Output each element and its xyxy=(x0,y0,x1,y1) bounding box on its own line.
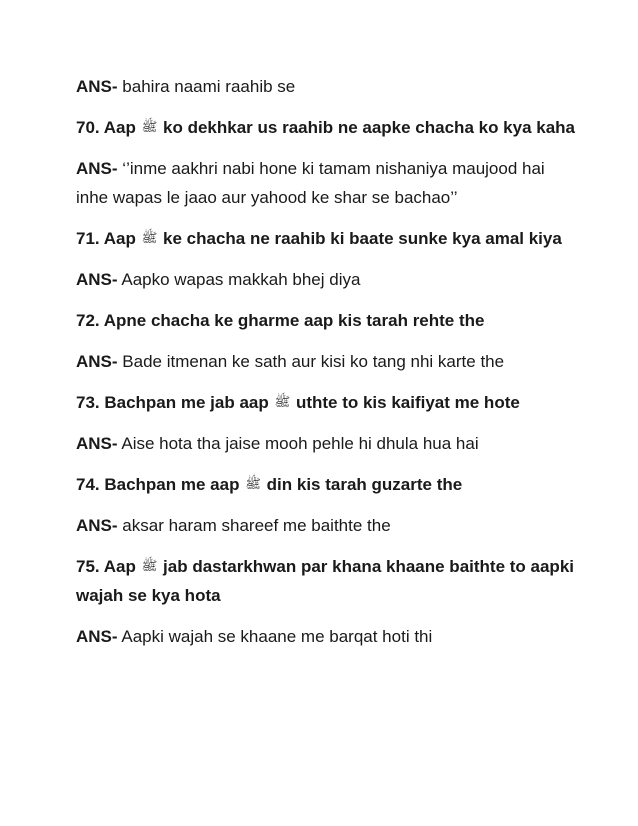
answer-74 xyxy=(76,511,576,540)
question-71 xyxy=(76,224,576,253)
salutation-symbol: ﷺ xyxy=(141,559,158,574)
question-72 xyxy=(76,306,576,335)
document-page xyxy=(76,72,576,663)
salutation-symbol: ﷺ xyxy=(274,395,291,410)
question-73 xyxy=(76,388,576,417)
question-text-start: 75. Aap xyxy=(76,557,136,576)
answer-text: aksar haram shareef me baithte the xyxy=(122,516,391,535)
question-text-end: uthte to kis kaifiyat me hote xyxy=(295,393,520,412)
salutation-symbol: ﷺ xyxy=(141,120,158,135)
answer-73 xyxy=(76,429,576,458)
answer-label: ANS- xyxy=(76,77,118,96)
question-70 xyxy=(76,113,576,142)
question-text-end: ko dekhkar us raahib ne aapke chacha ko kya kaha xyxy=(163,118,576,137)
answer-text: Bade itmenan ke sath aur kisi ko tang nhi karte the xyxy=(122,352,505,371)
answer-label: ANS- xyxy=(76,516,118,535)
question-75 xyxy=(76,552,576,610)
answer-text: bahira naami raahib se xyxy=(122,77,296,96)
answer-label: ANS- xyxy=(76,352,118,371)
answer-75 xyxy=(76,622,576,651)
question-text: 72. Apne chacha ke gharme aap kis tarah rehte the xyxy=(76,311,485,330)
question-text-start: 74. Bachpan me aap xyxy=(76,475,240,494)
question-text-end: din kis tarah guzarte the xyxy=(266,475,463,494)
answer-69 xyxy=(76,72,576,101)
question-74 xyxy=(76,470,576,499)
answer-text: ‘’inme aakhri nabi hone ki tamam nishaniya maujood hai inhe wapas le jaao aur yahood ke shar se bachao’’ xyxy=(76,159,545,207)
answer-label: ANS- xyxy=(76,434,118,453)
answer-text: Aise hota tha jaise mooh pehle hi dhula hua hai xyxy=(121,434,479,453)
answer-label: ANS- xyxy=(76,270,118,289)
salutation-symbol: ﷺ xyxy=(245,477,261,492)
answer-71 xyxy=(76,265,576,294)
answer-label: ANS- xyxy=(76,159,118,178)
question-text-start: 73. Bachpan me jab aap xyxy=(76,393,269,412)
question-text-start: 70. Aap xyxy=(76,118,136,137)
answer-text: Aapko wapas makkah bhej diya xyxy=(121,270,361,289)
answer-label: ANS- xyxy=(76,627,118,646)
answer-72 xyxy=(76,347,576,376)
question-text-end: ke chacha ne raahib ki baate sunke kya amal kiya xyxy=(163,229,562,248)
answer-70 xyxy=(76,154,576,212)
salutation-symbol: ﷺ xyxy=(141,231,158,246)
question-text-start: 71. Aap xyxy=(76,229,136,248)
answer-text: Aapki wajah se khaane me barqat hoti thi xyxy=(121,627,433,646)
question-text-end: jab dastarkhwan par khana khaane baithte to aapki wajah se kya hota xyxy=(76,557,574,605)
